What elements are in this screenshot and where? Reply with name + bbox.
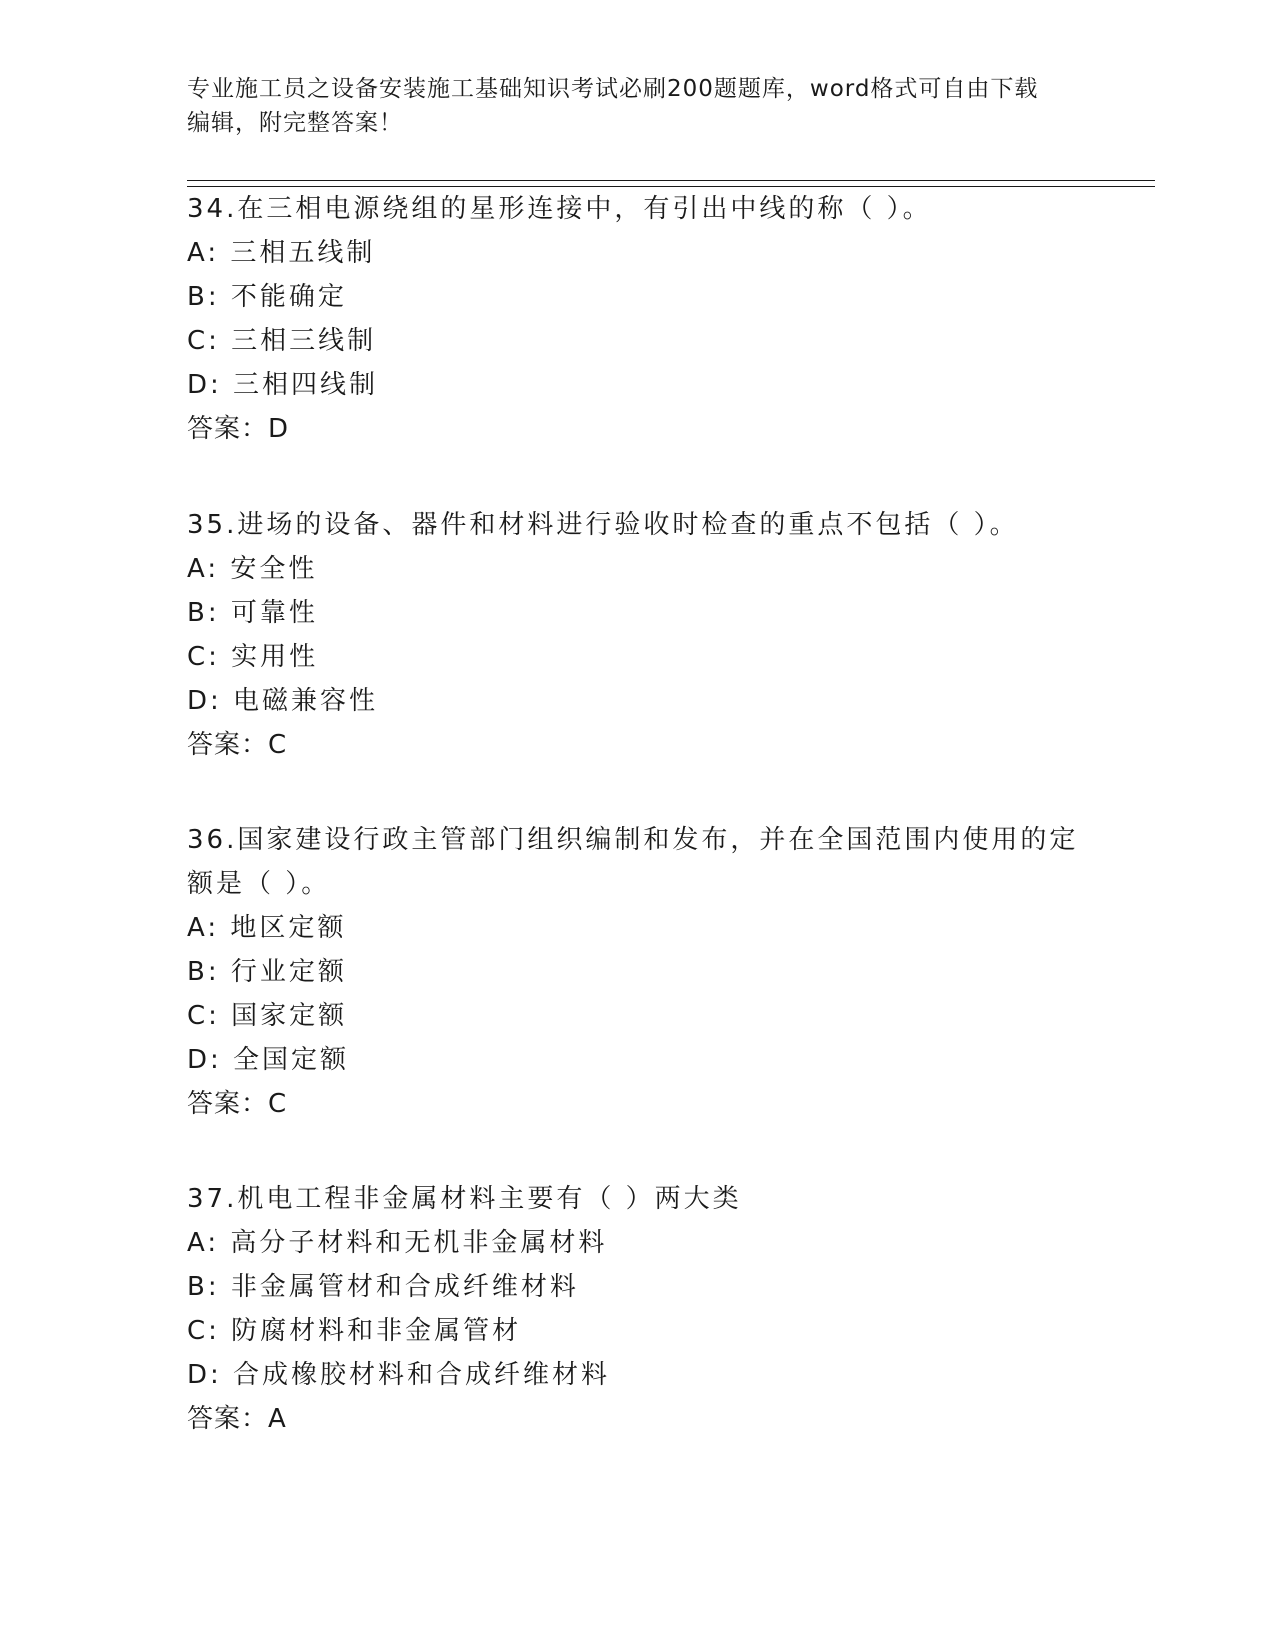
option-d: D: 合成橡胶材料和合成纤维材料 <box>187 1360 611 1390</box>
answer: 答案：C <box>187 1089 288 1119</box>
option-b: B: 不能确定 <box>187 282 347 312</box>
option-d: D: 电磁兼容性 <box>187 686 379 716</box>
option-a: A: 安全性 <box>187 554 318 584</box>
answer: 答案：C <box>187 730 288 760</box>
option-c: C: 防腐材料和非金属管材 <box>187 1316 522 1346</box>
question-stem-line-2: 额是（ ）。 <box>187 869 331 899</box>
header-title-line-1: 专业施工员之设备安装施工基础知识考试必刷200题题库，word格式可自由下载 <box>187 76 1039 102</box>
option-a: A: 三相五线制 <box>187 238 376 268</box>
option-d: D: 全国定额 <box>187 1045 350 1075</box>
answer: 答案：A <box>187 1404 287 1434</box>
option-c: C: 实用性 <box>187 642 319 672</box>
question-stem: 35.进场的设备、器件和材料进行验收时检查的重点不包括（ ）。 <box>187 510 1019 540</box>
option-b: B: 非金属管材和合成纤维材料 <box>187 1272 579 1302</box>
header-title-line-2: 编辑，附完整答案！ <box>187 110 403 136</box>
question-stem: 37.机电工程非金属材料主要有（ ）两大类 <box>187 1184 742 1214</box>
header-divider <box>187 180 1155 187</box>
page-header <box>187 72 1067 140</box>
option-a: A: 高分子材料和无机非金属材料 <box>187 1228 608 1258</box>
option-d: D: 三相四线制 <box>187 370 379 400</box>
answer: 答案：D <box>187 414 290 444</box>
option-c: C: 国家定额 <box>187 1001 348 1031</box>
option-b: B: 可靠性 <box>187 598 318 628</box>
question-stem: 34.在三相电源绕组的星形连接中，有引出中线的称（ ）。 <box>187 194 932 224</box>
question-stem-line-1: 36.国家建设行政主管部门组织编制和发布，并在全国范围内使用的定 <box>187 825 1079 855</box>
option-c: C: 三相三线制 <box>187 326 377 356</box>
option-a: A: 地区定额 <box>187 913 347 943</box>
option-b: B: 行业定额 <box>187 957 347 987</box>
